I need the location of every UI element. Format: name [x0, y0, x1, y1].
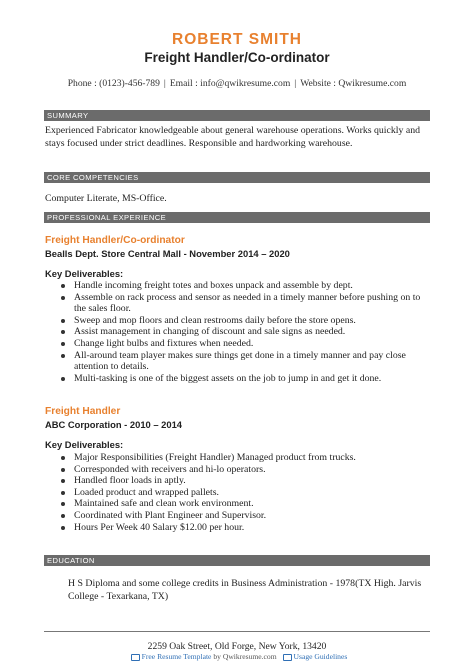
job-company: ABC Corporation - 2010 – 2014 — [45, 419, 183, 430]
list-item-text: Change light bulbs and fixtures when needed. — [74, 337, 254, 349]
bullet-icon — [61, 284, 65, 288]
deliverables-list — [44, 452, 430, 533]
list-item — [44, 487, 430, 499]
core-competencies-text: Computer Literate, MS-Office. — [45, 193, 167, 204]
list-item — [44, 498, 430, 510]
document-icon — [131, 654, 140, 661]
bullet-icon — [61, 479, 65, 483]
list-item — [44, 350, 430, 373]
job-role: Freight Handler/Co-ordinator — [45, 235, 185, 246]
section-bar-summary: SUMMARY — [44, 110, 430, 121]
phone-text: Phone : (0123)-456-789 — [67, 78, 160, 89]
bullet-icon — [61, 514, 65, 518]
deliverables-list — [44, 280, 430, 384]
footer-address: 2259 Oak Street, Old Forge, New York, 13420 — [147, 641, 327, 652]
footer-divider — [44, 631, 430, 632]
list-item — [44, 464, 430, 476]
bullet-icon — [61, 468, 65, 472]
list-item — [44, 522, 430, 534]
document-icon — [283, 654, 292, 661]
section-bar-education: EDUCATION — [44, 555, 430, 566]
contact-separator: | — [163, 78, 166, 89]
list-item-text: Coordinated with Plant Engineer and Supervisor. — [74, 509, 267, 521]
candidate-name: ROBERT SMITH — [172, 31, 302, 48]
list-item — [44, 452, 430, 464]
list-item-text: All-around team player makes sure things get done in a timely manner and pay close attention to details. — [74, 349, 406, 373]
contact-separator: | — [294, 78, 297, 89]
credit-by-text: by — [213, 652, 221, 661]
section-bar-core-competencies: CORE COMPETENCIES — [44, 172, 430, 183]
usage-guidelines-link[interactable]: Usage Guidelines — [293, 652, 348, 661]
list-item-text: Maintained safe and clean work environment. — [74, 498, 254, 510]
list-item-text: Corresponded with receivers and hi-lo operators. — [74, 463, 266, 475]
bullet-icon — [61, 330, 65, 334]
list-item-text: Loaded product and wrapped pallets. — [74, 486, 219, 498]
list-item-text: Multi-tasking is one of the biggest assets on the job to jump in and get it done. — [74, 372, 382, 384]
list-item — [44, 280, 430, 292]
bullet-icon — [61, 377, 65, 381]
bullet-icon — [61, 491, 65, 495]
list-item — [44, 510, 430, 522]
summary-text: Experienced Fabricator knowledgeable about general warehouse operations. Works quickly and stays focused under strict deadlines. Responsible and hardworking warehouse. — [45, 125, 420, 149]
key-deliverables-label: Key Deliverables: — [45, 268, 124, 279]
section-bar-experience: PROFESSIONAL EXPERIENCE — [44, 212, 430, 223]
credit-brand-text: Qwikresume.com — [222, 652, 277, 661]
list-item — [44, 338, 430, 350]
list-item-text: Sweep and mop floors and clean restrooms daily before the store opens. — [74, 314, 356, 326]
list-item-text: Handled floor loads in aptly. — [74, 475, 186, 487]
contact-line — [0, 78, 474, 89]
bullet-icon — [61, 456, 65, 460]
education-text: H S Diploma and some college credits in Business Administration - 1978(TX High. Jarvis College - Texarkana, TX) — [68, 578, 422, 602]
list-item — [44, 292, 430, 315]
job-company: Bealls Dept. Store Central Mall - November 2014 – 2020 — [45, 248, 290, 259]
list-item-text: Hours Per Week 40 Salary $12.00 per hour. — [74, 521, 245, 533]
list-item — [44, 373, 430, 385]
bullet-icon — [61, 526, 65, 530]
list-item — [44, 475, 430, 487]
bullet-icon — [61, 354, 65, 358]
list-item-text: Assemble on rack process and sensor as needed in a timely manner before pushing on to the sales floor. — [74, 291, 421, 315]
key-deliverables-label: Key Deliverables: — [45, 439, 124, 450]
bullet-icon — [61, 342, 65, 346]
email-text: Email : info@qwikresume.com — [169, 78, 291, 89]
list-item — [44, 326, 430, 338]
footer-credit — [0, 652, 474, 661]
list-item-text: Handle incoming freight totes and boxes unpack and assemble by dept. — [74, 280, 353, 291]
candidate-title: Freight Handler/Co-ordinator — [144, 50, 330, 65]
list-item-text: Assist management in changing of discount and sale signs as needed. — [74, 326, 346, 338]
bullet-icon — [61, 296, 65, 300]
job-role: Freight Handler — [45, 406, 121, 417]
list-item-text: Major Responsibilities (Freight Handler) Managed product from trucks. — [74, 452, 356, 463]
list-item — [44, 315, 430, 327]
free-resume-template-link[interactable]: Free Resume Template — [141, 652, 212, 661]
website-text: Website : Qwikresume.com — [300, 78, 407, 89]
bullet-icon — [61, 502, 65, 506]
bullet-icon — [61, 319, 65, 323]
